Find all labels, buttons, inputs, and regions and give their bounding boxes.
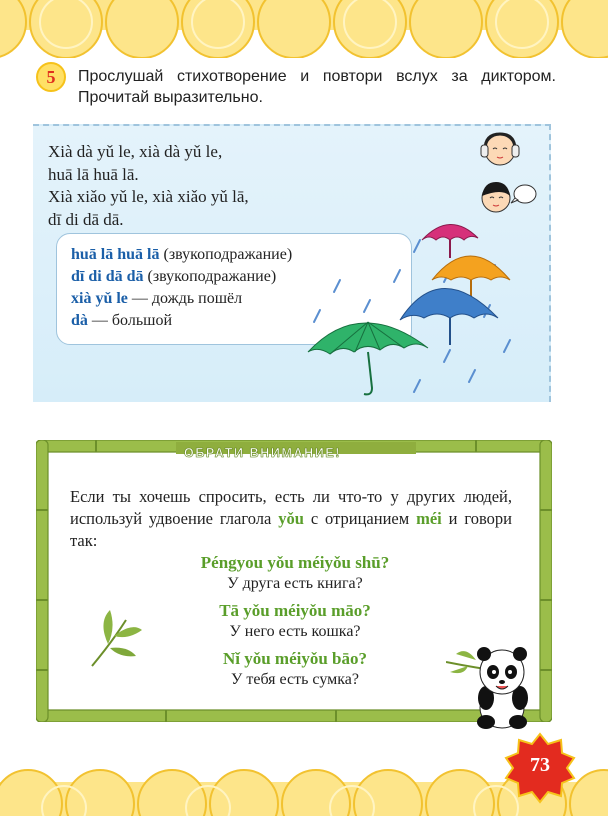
poem-line: dī di dā dā. (48, 209, 124, 229)
attention-text-part: и говори так: (70, 509, 512, 550)
bamboo-leaf-icon (88, 608, 144, 670)
attention-text (70, 486, 512, 552)
attention-title: ОБРАТИ ВНИМАНИЕ! (184, 446, 342, 460)
top-wave-decoration (0, 0, 608, 58)
poem (48, 141, 249, 231)
example-sentence (130, 648, 460, 690)
example-russian: У него есть кошка? (229, 623, 361, 640)
poem-line: Xià xiǎo yǔ le, xià xiǎo yǔ lā, (48, 187, 249, 206)
vocab-pinyin: dī di dā dā (71, 268, 144, 285)
attention-negation: méi (416, 509, 442, 528)
example-pinyin: Tā yǒu méiyǒu māo? (219, 601, 371, 620)
example-sentence (130, 552, 460, 594)
example-russian: У друга есть книга? (227, 575, 363, 592)
poem-line: huā lā huā lā. (48, 164, 139, 184)
vocab-meaning: (звукоподражание) (143, 268, 277, 285)
attention-verb: yǒu (278, 509, 304, 528)
example-pinyin: Nǐ yǒu méiyǒu bāo? (222, 649, 368, 668)
panda-icon (446, 632, 542, 732)
exercise-instruction: Прослушай стихотворение и повтори вслух за диктором. Прочитай выразительно. (78, 68, 556, 106)
attention-text-part: с отрицанием (303, 509, 417, 528)
poem-line: Xià dà yǔ le, xià dà yǔ le, (48, 142, 223, 161)
vocab-meaning: — дождь пошёл (127, 290, 243, 307)
vocab-meaning: (звукоподражание) (159, 246, 293, 263)
exercise-number-badge: 5 (36, 62, 66, 92)
vocab-pinyin: dà (71, 312, 88, 329)
umbrella-icon (300, 210, 540, 400)
vocab-meaning: — большой (87, 312, 172, 329)
example-sentence (130, 600, 460, 642)
vocab-pinyin: xià yǔ le (71, 290, 128, 307)
example-russian: У тебя есть сумка? (231, 671, 359, 688)
vocab-pinyin: huā lā huā lā (71, 246, 160, 263)
headphones-icon[interactable] (478, 130, 528, 170)
page-number-badge (504, 732, 576, 804)
attention-text-part: Если ты хочешь спросить, есть ли что-то у других людей, используй удвоение глагола (70, 487, 512, 528)
page-number: 73 (530, 754, 550, 776)
example-pinyin: Péngyou yǒu méiyǒu shū? (200, 553, 390, 572)
